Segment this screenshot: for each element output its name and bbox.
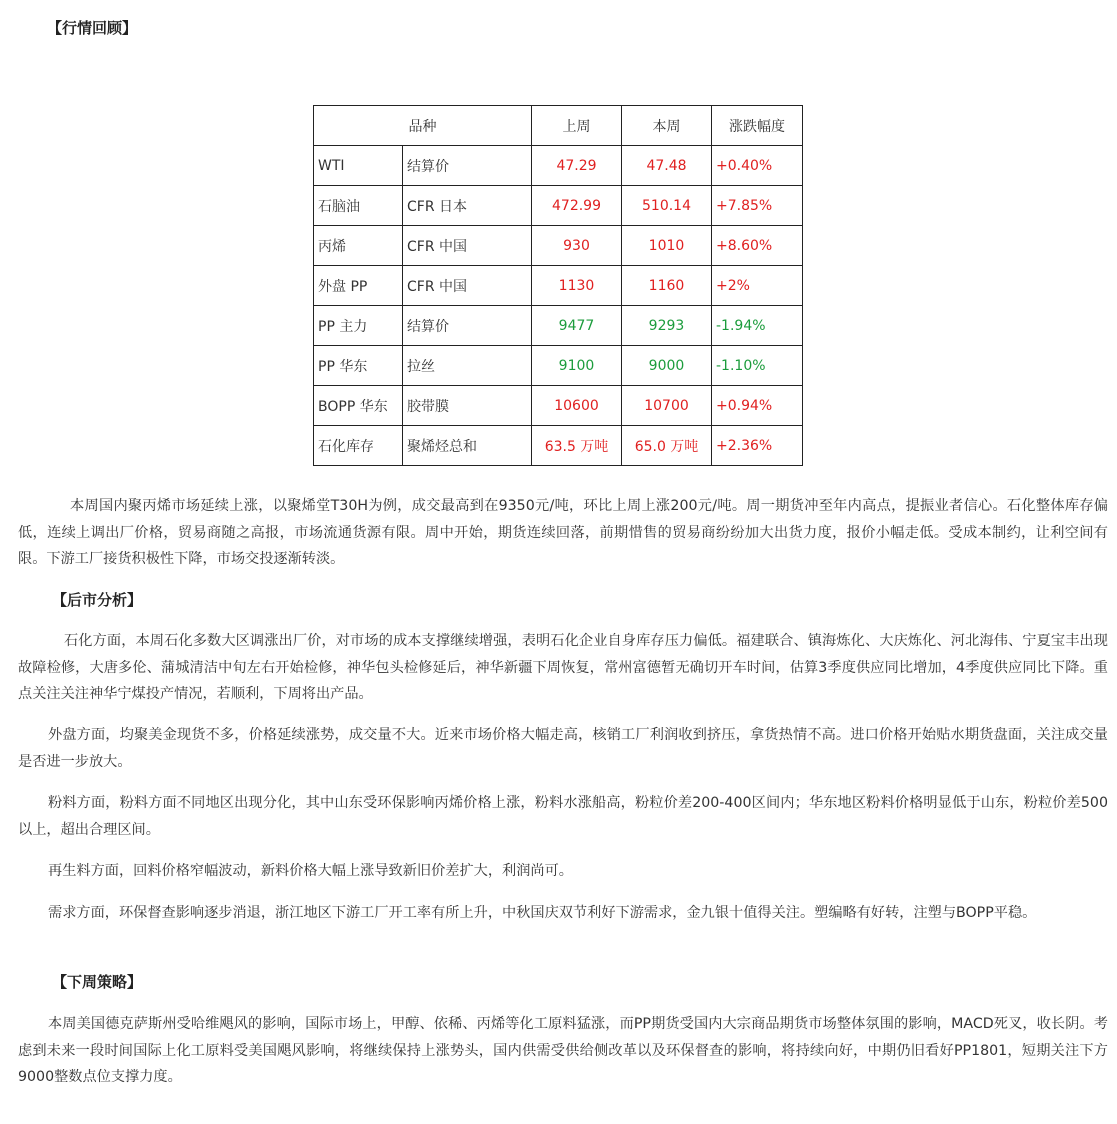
cell-last-week: 930: [532, 226, 622, 266]
heading-outlook: 【后市分析】: [52, 591, 143, 609]
table-body: [314, 146, 803, 466]
paragraph-powder-text: 粉料方面，粉料方面不同地区出现分化，其中山东受环保影响丙烯价格上涨，粉料水涨船高，粉粒价差200-400区间内；华东地区粉料价格明显低于山东，粉粒价差500以上，超出合理区间。: [18, 795, 1108, 838]
paragraph-demand-text: 需求方面，环保督查影响逐步消退，浙江地区下游工厂开工率有所上升，中秋国庆双节利好下游需求，金九银十值得关注。塑编略有好转，注塑与BOPP平稳。: [48, 905, 1037, 921]
cell-last-week: 9100: [532, 346, 622, 386]
table-row: [314, 306, 803, 346]
heading-strategy: 【下周策略】: [52, 973, 143, 991]
heading-market-review: 【行情回顾】: [47, 19, 138, 37]
cell-change: +2.36%: [712, 426, 803, 466]
header-this-week: 本周: [622, 106, 712, 146]
paragraph-strategy: [18, 1011, 1108, 1091]
cell-this-week: 47.48: [622, 146, 712, 186]
cell-change: +8.60%: [712, 226, 803, 266]
cell-change: +0.40%: [712, 146, 803, 186]
paragraph-external-text: 外盘方面，均聚美金现货不多，价格延续涨势，成交量不大。近来市场价格大幅走高，核销工厂利润收到挤压，拿货热情不高。进口价格开始贴水期货盘面，关注成交量是否进一步放大。: [18, 727, 1108, 770]
cell-name: WTI: [314, 146, 403, 186]
cell-name: BOPP 华东: [314, 386, 403, 426]
header-variety: 品种: [314, 106, 532, 146]
cell-last-week: 63.5 万吨: [532, 426, 622, 466]
table-row: [314, 226, 803, 266]
paragraph-recycled: [18, 858, 1108, 885]
cell-this-week: 510.14: [622, 186, 712, 226]
paragraph-petrochem: [18, 628, 1108, 708]
paragraph-recycled-text: 再生料方面，回料价格窄幅波动，新料价格大幅上涨导致新旧价差扩大，利润尚可。: [48, 863, 573, 879]
cell-last-week: 47.29: [532, 146, 622, 186]
cell-name: 石化库存: [314, 426, 403, 466]
price-table: [313, 105, 803, 466]
table-row: [314, 386, 803, 426]
table-row: [314, 266, 803, 306]
paragraph-review: [18, 493, 1108, 573]
cell-name: 外盘 PP: [314, 266, 403, 306]
cell-last-week: 1130: [532, 266, 622, 306]
cell-this-week: 9293: [622, 306, 712, 346]
cell-last-week: 10600: [532, 386, 622, 426]
cell-spec: 结算价: [403, 306, 532, 346]
cell-spec: 聚烯烃总和: [403, 426, 532, 466]
table-row: [314, 146, 803, 186]
header-last-week: 上周: [532, 106, 622, 146]
paragraph-demand: [18, 900, 1108, 927]
cell-change: +7.85%: [712, 186, 803, 226]
cell-this-week: 1160: [622, 266, 712, 306]
table-row: [314, 186, 803, 226]
cell-last-week: 9477: [532, 306, 622, 346]
cell-spec: 结算价: [403, 146, 532, 186]
cell-this-week: 1010: [622, 226, 712, 266]
cell-name: PP 华东: [314, 346, 403, 386]
cell-last-week: 472.99: [532, 186, 622, 226]
cell-change: -1.10%: [712, 346, 803, 386]
paragraph-petrochem-text: 石化方面，本周石化多数大区调涨出厂价，对市场的成本支撑继续增强，表明石化企业自身库存压力偏低。福建联合、镇海炼化、大庆炼化、河北海伟、宁夏宝丰出现故障检修，大唐多伦、蒲城清洁中旬左右开始检修，神华包头检修延后，神华新疆下周恢复，常州富德暂无确切开车时间，估算3季度供应同比增加，4季度供应同比下降。重点关注关注神华宁煤投产情况，若顺利，下周将出产品。: [18, 633, 1108, 702]
paragraph-external: [18, 722, 1108, 775]
cell-change: +0.94%: [712, 386, 803, 426]
paragraph-review-text: 本周国内聚丙烯市场延续上涨，以聚烯堂T30H为例，成交最高到在9350元/吨，环比上周上涨200元/吨。周一期货冲至年内高点，提振业者信心。石化整体库存偏低，连续上调出厂价格，贸易商随之高报，市场流通货源有限。周中开始，期货连续回落，前期惜售的贸易商纷纷加大出货力度，报价小幅走低。受成本制约，让利空间有限。下游工厂接货积极性下降，市场交投逐渐转淡。: [18, 498, 1108, 567]
cell-this-week: 65.0 万吨: [622, 426, 712, 466]
cell-this-week: 9000: [622, 346, 712, 386]
cell-name: 丙烯: [314, 226, 403, 266]
header-change: 涨跌幅度: [712, 106, 803, 146]
cell-change: +2%: [712, 266, 803, 306]
cell-spec: 拉丝: [403, 346, 532, 386]
cell-name: 石脑油: [314, 186, 403, 226]
table-row: [314, 346, 803, 386]
cell-spec: CFR 中国: [403, 266, 532, 306]
table-header-row: [314, 106, 803, 146]
cell-name: PP 主力: [314, 306, 403, 346]
paragraph-powder: [18, 790, 1108, 843]
table-row: [314, 426, 803, 466]
cell-spec: CFR 中国: [403, 226, 532, 266]
paragraph-strategy-text: 本周美国德克萨斯州受哈维飓风的影响，国际市场上，甲醇、依稀、丙烯等化工原料猛涨，而PP期货受国内大宗商品期货市场整体氛围的影响，MACD死叉，收长阴。考虑到未来一段时间国际上化工原料受美国飓风影响，将继续保持上涨势头，国内供需受供给侧改革以及环保督查的影响，将持续向好，中期仍旧看好PP1801，短期关注下方9000整数点位支撑力度。: [18, 1016, 1108, 1085]
cell-spec: 胶带膜: [403, 386, 532, 426]
cell-spec: CFR 日本: [403, 186, 532, 226]
cell-this-week: 10700: [622, 386, 712, 426]
cell-change: -1.94%: [712, 306, 803, 346]
